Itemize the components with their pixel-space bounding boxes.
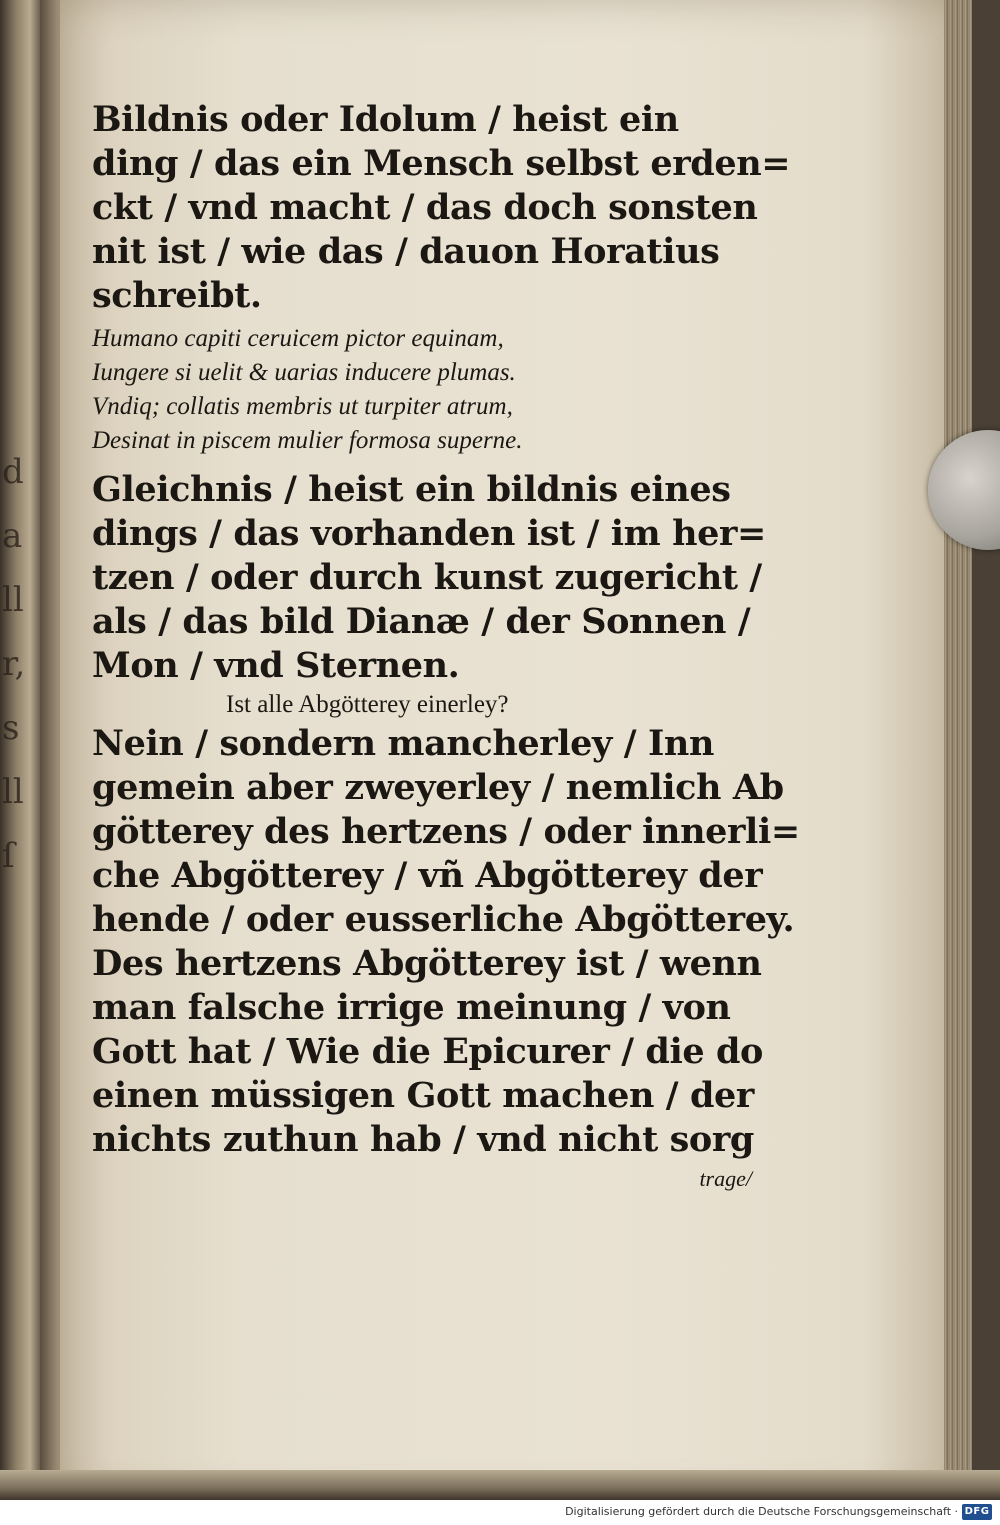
text-line: ding / das ein Mensch selbst erden= <box>92 143 791 184</box>
left-glyph: r, <box>2 644 26 684</box>
verse-line: Humano capiti ceruicem pictor equinam, <box>92 325 504 352</box>
left-page-fragments <box>2 440 36 888</box>
verse-line: Desinat in piscem mulier formosa superne. <box>92 427 523 454</box>
catchword: trage/ <box>699 1166 752 1191</box>
page-edges <box>944 0 972 1500</box>
text-line: Des hertzens Abgötterey ist / wenn <box>92 943 762 984</box>
text-line: Gott hat / Wie die Epicurer / die do <box>92 1031 764 1072</box>
text-line: Mon / vnd Sternen. <box>92 645 460 686</box>
left-glyph: s <box>2 708 20 748</box>
left-page-edge <box>0 0 40 1500</box>
text-line: Gleichnis / heist ein bildnis eines <box>92 469 731 510</box>
paragraph-answer <box>92 722 800 1162</box>
dfg-logo[interactable]: DFG <box>962 1504 992 1520</box>
bottom-page-edge <box>0 1470 1000 1500</box>
footer-bar <box>0 1500 1000 1525</box>
verse-line: Iungere si uelit & uarias inducere plumas. <box>92 359 516 386</box>
page-text <box>92 98 800 1196</box>
horace-quote <box>92 322 772 458</box>
left-glyph: ll <box>2 580 24 620</box>
text-line: che Abgötterey / vñ Abgötterey der <box>92 855 763 896</box>
text-line: nit ist / wie das / dauon Horatius <box>92 231 720 272</box>
text-line: schreibt. <box>92 275 262 316</box>
text-line: nichts zuthun hab / vnd nicht sorg <box>92 1119 754 1160</box>
text-line: hende / oder eusserliche Abgötterey. <box>92 899 795 940</box>
text-line: man falsche irrige meinung / von <box>92 987 731 1028</box>
text-line: götterey des hertzens / oder innerli= <box>92 811 800 852</box>
left-glyph: a <box>2 516 23 556</box>
paragraph-bildnis <box>92 98 791 318</box>
verse-line: Vndiq; collatis membris ut turpiter atrum, <box>92 393 513 420</box>
paragraph-gleichnis <box>92 468 772 688</box>
text-line: als / das bild Dianæ / der Sonnen / <box>92 601 751 642</box>
text-line: gemein aber zweyerley / nemlich Ab <box>92 767 784 808</box>
text-line: Nein / sondern mancherley / Inn <box>92 723 715 764</box>
left-glyph: ſ <box>2 836 15 876</box>
text-line: tzen / oder durch kunst zugericht / <box>92 557 762 598</box>
text-line: Bildnis oder Idolum / heist ein <box>92 99 679 140</box>
left-glyph: d <box>2 452 24 492</box>
text-line: ckt / vnd macht / das doch sonsten <box>92 187 758 228</box>
text-line: dings / das vorhanden ist / im her= <box>92 513 766 554</box>
footer-credit: Digitalisierung gefördert durch die Deutsche Forschungsgemeinschaft · <box>565 1505 958 1518</box>
question-heading: Ist alle Abgötterey einerley? <box>226 691 509 718</box>
left-glyph: ll <box>2 772 24 812</box>
text-line: einen müssigen Gott machen / der <box>92 1075 754 1116</box>
